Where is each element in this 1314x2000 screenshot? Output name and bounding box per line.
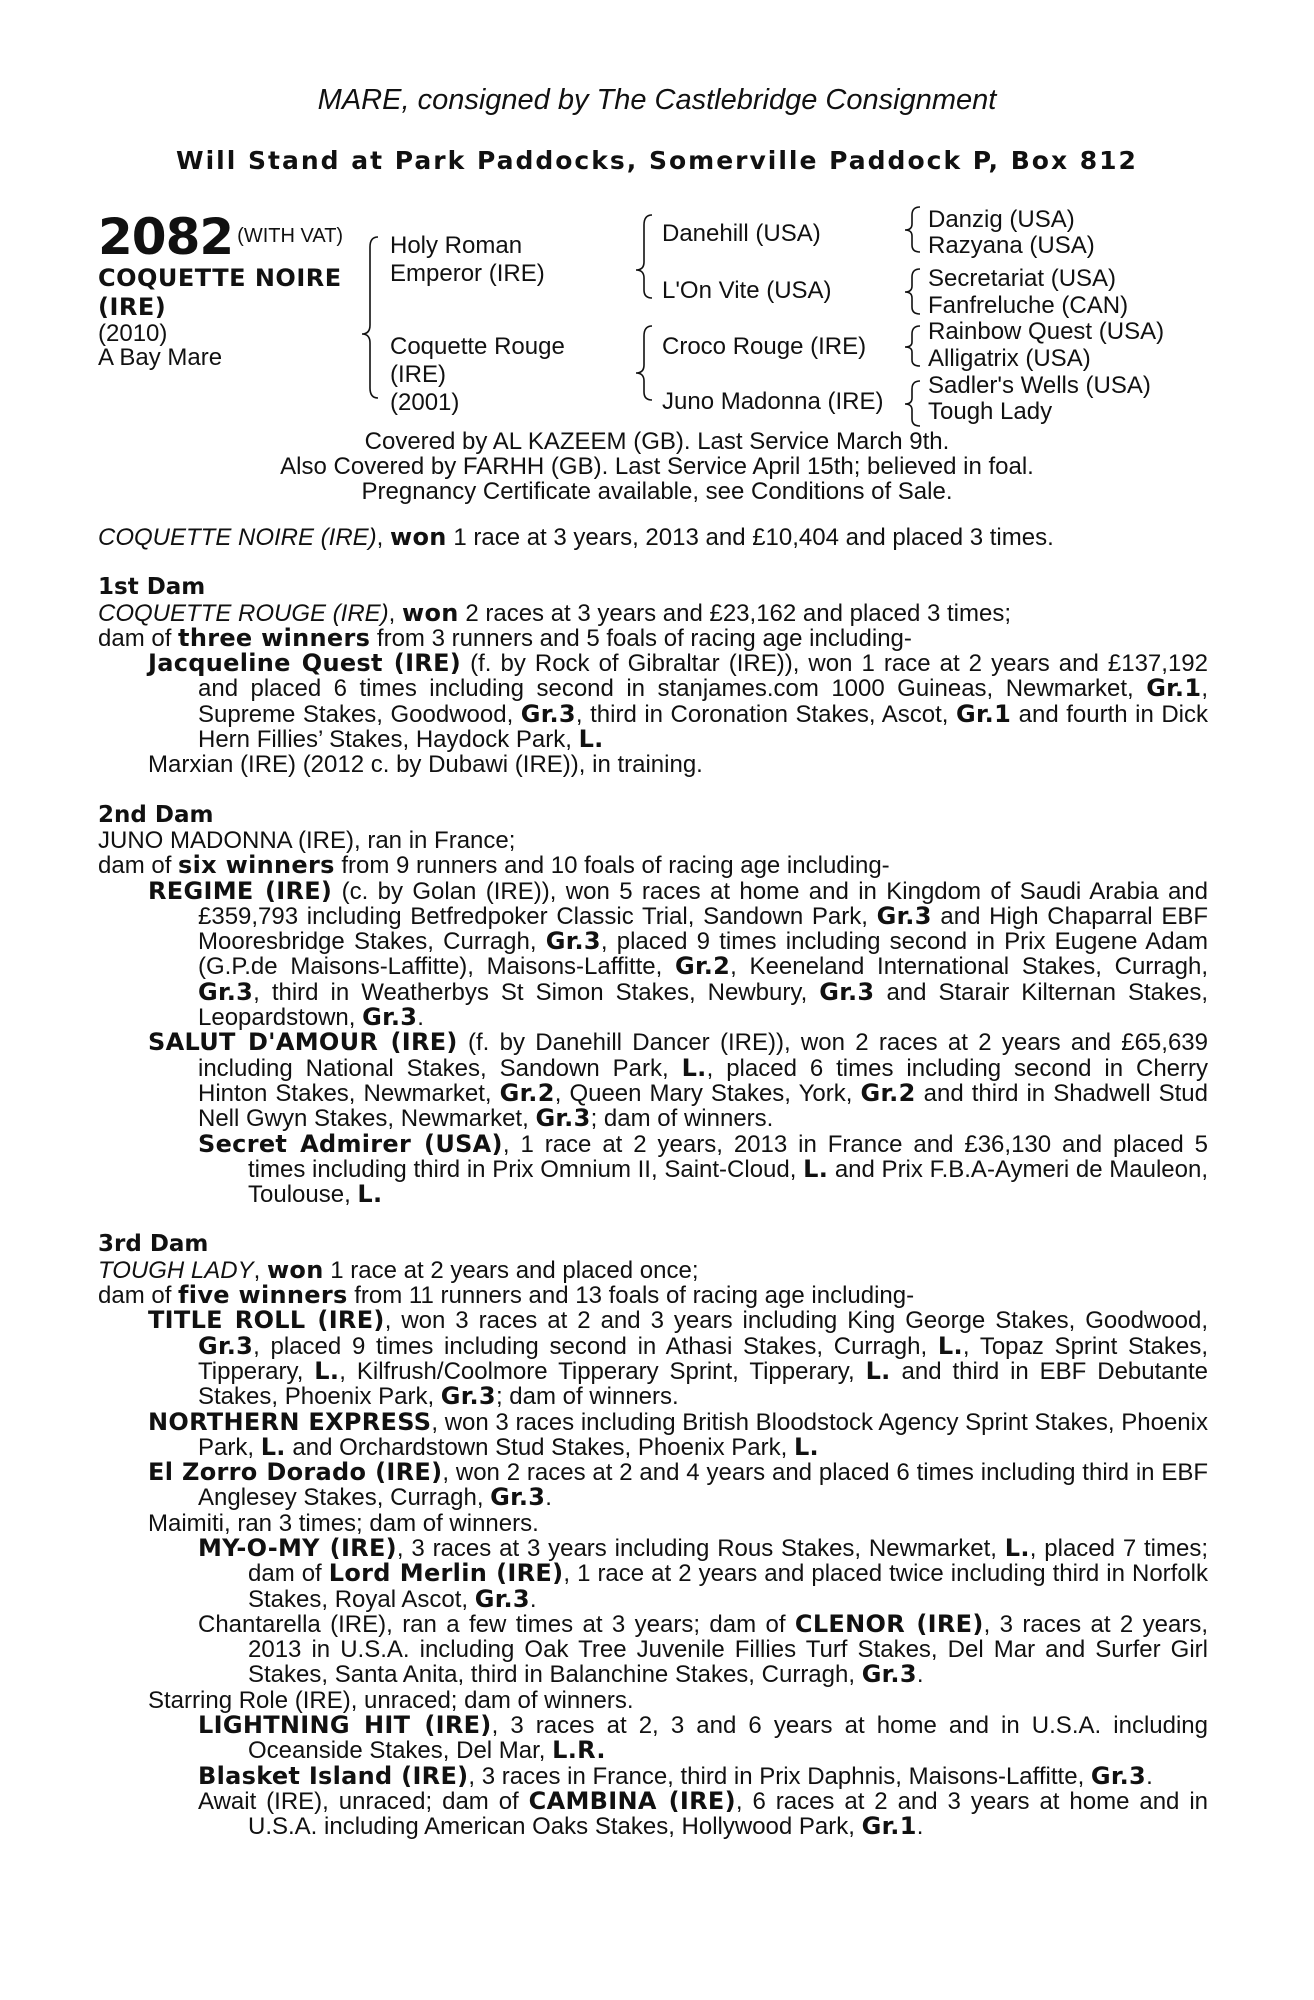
pedigree-gen3-5: Rainbow Quest (USA) bbox=[928, 318, 1165, 345]
pedigree-gen3-4: Fanfreluche (CAN) bbox=[928, 292, 1129, 319]
dam-name-line2: (IRE) bbox=[390, 361, 446, 388]
sire-name-line2: Emperor (IRE) bbox=[390, 260, 545, 287]
stand-location: Will Stand at Park Paddocks, Somerville Paddock P, Box 812 bbox=[176, 146, 1138, 175]
bracket-gen1 bbox=[362, 237, 378, 398]
bracket-sire bbox=[636, 215, 652, 298]
pedigree-gen3-3: Secretariat (USA) bbox=[928, 265, 1117, 292]
pedigree-sire-sire: Danehill (USA) bbox=[662, 220, 821, 247]
produce-my-o-my: MY-O-MY (IRE), 3 races at 3 years including Rous Stakes, Newmarket, L., placed 7 times; dam of Lord Merlin (IRE), 1 race at 2 years and placed twice including third in Norfolk Stakes, Royal Ascot, Gr.3. bbox=[198, 1533, 1209, 1613]
covering-line-3: Pregnancy Certificate available, see Conditions of Sale. bbox=[361, 478, 953, 505]
horse-name-line2: (IRE) bbox=[98, 293, 167, 321]
sire-name-line1: Holy Roman bbox=[390, 232, 523, 259]
pedigree-dam-sire: Croco Rouge (IRE) bbox=[662, 333, 867, 360]
second-dam-produce-summary: dam of six winners from 9 runners and 10 foals of racing age including- bbox=[98, 851, 890, 880]
covering-line-1: Covered by AL KAZEEM (GB). Last Service March 9th. bbox=[364, 428, 950, 455]
pedigree-gen3-1: Danzig (USA) bbox=[928, 206, 1075, 233]
pedigree-sire bbox=[390, 232, 545, 288]
horse-description: A Bay Mare bbox=[98, 344, 223, 371]
pedigree-gen3-2: Razyana (USA) bbox=[928, 232, 1095, 259]
pedigree-dam bbox=[390, 333, 565, 417]
dam-name-line1: Coquette Rouge bbox=[390, 333, 565, 360]
second-dam-heading: 2nd Dam bbox=[98, 801, 214, 828]
first-dam-produce-summary: dam of three winners from 3 runners and 5 foals of racing age including- bbox=[98, 623, 912, 652]
bracket-dam bbox=[636, 326, 652, 400]
produce-marxian: Marxian (IRE) (2012 c. by Dubawi (IRE)), in training. bbox=[148, 751, 703, 779]
vat-label: (WITH VAT) bbox=[237, 225, 344, 247]
pedigree-brackets bbox=[0, 0, 1314, 430]
produce-el-zorro-dorado: El Zorro Dorado (IRE), won 2 races at 2 and 4 years and placed 6 times including third in EBF Anglesey Stakes, Curragh, Gr.3. bbox=[148, 1458, 1209, 1512]
produce-chantarella: Chantarella (IRE), ran a few times at 3 years; dam of CLENOR (IRE), 3 races at 2 years, 2013 in U.S.A. including Oak Tree Juvenile Fillies Turf Stakes, Del Mar and Surfer Girl Stakes, Santa Anita, third in Balanchine Stakes, Curragh, Gr.3. bbox=[198, 1609, 1209, 1689]
third-dam-heading: 3rd Dam bbox=[98, 1231, 209, 1258]
produce-northern-express: NORTHERN EXPRESS, won 3 races including British Bloodstock Agency Sprint Stakes, Phoenix Park, L. and Orchardstown Stud Stakes, Phoenix Park, L. bbox=[148, 1407, 1208, 1461]
bracket-g3-2 bbox=[905, 269, 920, 314]
pedigree-gen3-6: Alligatrix (USA) bbox=[928, 345, 1091, 372]
foaling-year: (2010) bbox=[98, 320, 168, 347]
produce-secret-admirer: Secret Admirer (USA), 1 race at 2 years, 2013 in France and £36,130 and placed 5 times including third in Prix Omnium II, Saint-Cloud, L. and Prix F.B.A-Aymeri de Mauleon, Toulouse, L. bbox=[198, 1129, 1209, 1209]
third-dam-record: TOUGH LADY, won 1 race at 2 years and placed once; bbox=[98, 1255, 699, 1284]
bracket-g3-3 bbox=[905, 326, 920, 366]
race-record: COQUETTE NOIRE (IRE), won 1 race at 3 years, 2013 and £10,404 and placed 3 times. bbox=[98, 523, 1054, 551]
produce-starring-role: Starring Role (IRE), unraced; dam of winners. bbox=[148, 1686, 634, 1714]
pedigree-gen3-8: Tough Lady bbox=[928, 398, 1053, 425]
produce-await: Await (IRE), unraced; dam of CAMBINA (IRE), 6 races at 2 and 3 years at home and in U.S.A. including American Oaks Stakes, Hollywood Park, Gr.1. bbox=[198, 1786, 1209, 1841]
produce-salut-damour: SALUT D'AMOUR (IRE) (f. by Danehill Dancer (IRE)), won 2 races at 2 years and £65,639 including National Stakes, Sandown Park, L., placed 6 times including second in Cherry Hinton Stakes, Newmarket, Gr.2, Queen Mary Stakes, York, Gr.2 and third in Shadwell Stud Nell Gwyn Stakes, Newmarket, Gr.3; dam of winners. bbox=[148, 1028, 1209, 1133]
consignment-line: MARE, consigned by The Castlebridge Consignment bbox=[317, 84, 997, 116]
horse-name-line1: COQUETTE NOIRE bbox=[98, 264, 342, 292]
produce-blasket-island: Blasket Island (IRE), 3 races in France, third in Prix Daphnis, Maisons-Laffitte, Gr.3. bbox=[198, 1761, 1153, 1790]
lot-number: 2082 bbox=[98, 208, 234, 266]
covering-line-2: Also Covered by FARHH (GB). Last Service April 15th; believed in foal. bbox=[280, 453, 1034, 480]
pedigree-gen3-7: Sadler's Wells (USA) bbox=[928, 372, 1151, 399]
produce-lightning-hit: LIGHTNING HIT (IRE), 3 races at 2, 3 and 6 years at home and in U.S.A. including Oceanside Stakes, Del Mar, L.R. bbox=[198, 1711, 1208, 1765]
produce-jacqueline-quest: Jacqueline Quest (IRE) (f. by Rock of Gibraltar (IRE)), won 1 race at 2 years and £137,192 and placed 6 times including second in stanjames.com 1000 Guineas, Newmarket, Gr.1, Supreme Stakes, Goodwood, Gr.3, third in Coronation Stakes, Ascot, Gr.1 and fourth in Dick Hern Fillies’ Stakes, Haydock Park, L. bbox=[148, 649, 1208, 754]
produce-regime: REGIME (IRE) (c. by Golan (IRE)), won 5 races at home and in Kingdom of Saudi Arabia and £359,793 including Betfredpoker Classic Trial, Sandown Park, Gr.3 and High Chaparral EBF Mooresbridge Stakes, Curragh, Gr.3, placed 9 times including second in Prix Eugene Adam (G.P.de Maisons-Laffitte), Maisons-Laffitte, Gr.2, Keeneland International Stakes, Curragh, Gr.3, third in Weatherbys St Simon Stakes, Newbury, Gr.3 and Starair Kilternan Stakes, Leopardstown, Gr.3. bbox=[148, 876, 1208, 1032]
third-dam-produce-summary: dam of five winners from 11 runners and 13 foals of racing age including- bbox=[98, 1281, 915, 1310]
dam-name-line3: (2001) bbox=[390, 389, 460, 416]
first-dam-record: COQUETTE ROUGE (IRE), won 2 races at 3 years and £23,162 and placed 3 times; bbox=[98, 598, 1012, 627]
pedigree-dam-dam: Juno Madonna (IRE) bbox=[662, 388, 884, 415]
second-dam-record: JUNO MADONNA (IRE), ran in France; bbox=[98, 826, 516, 854]
catalogue-body bbox=[98, 525, 1208, 1840]
bracket-g3-4 bbox=[905, 381, 920, 426]
pedigree-sire-dam: L'On Vite (USA) bbox=[662, 277, 832, 304]
produce-title-roll: TITLE ROLL (IRE), won 3 races at 2 and 3 years including King George Stakes, Goodwood, Gr.3, placed 9 times including second in Athasi Stakes, Curragh, L., Topaz Sprint Stakes, Tipperary, L., Kilfrush/Coolmore Tipperary Sprint, Tipperary, L. and third in EBF Debutante Stakes, Phoenix Park, Gr.3; dam of winners. bbox=[148, 1306, 1209, 1411]
produce-maimiti: Maimiti, ran 3 times; dam of winners. bbox=[148, 1509, 539, 1537]
first-dam-heading: 1st Dam bbox=[98, 574, 206, 601]
bracket-g3-1 bbox=[905, 207, 920, 252]
